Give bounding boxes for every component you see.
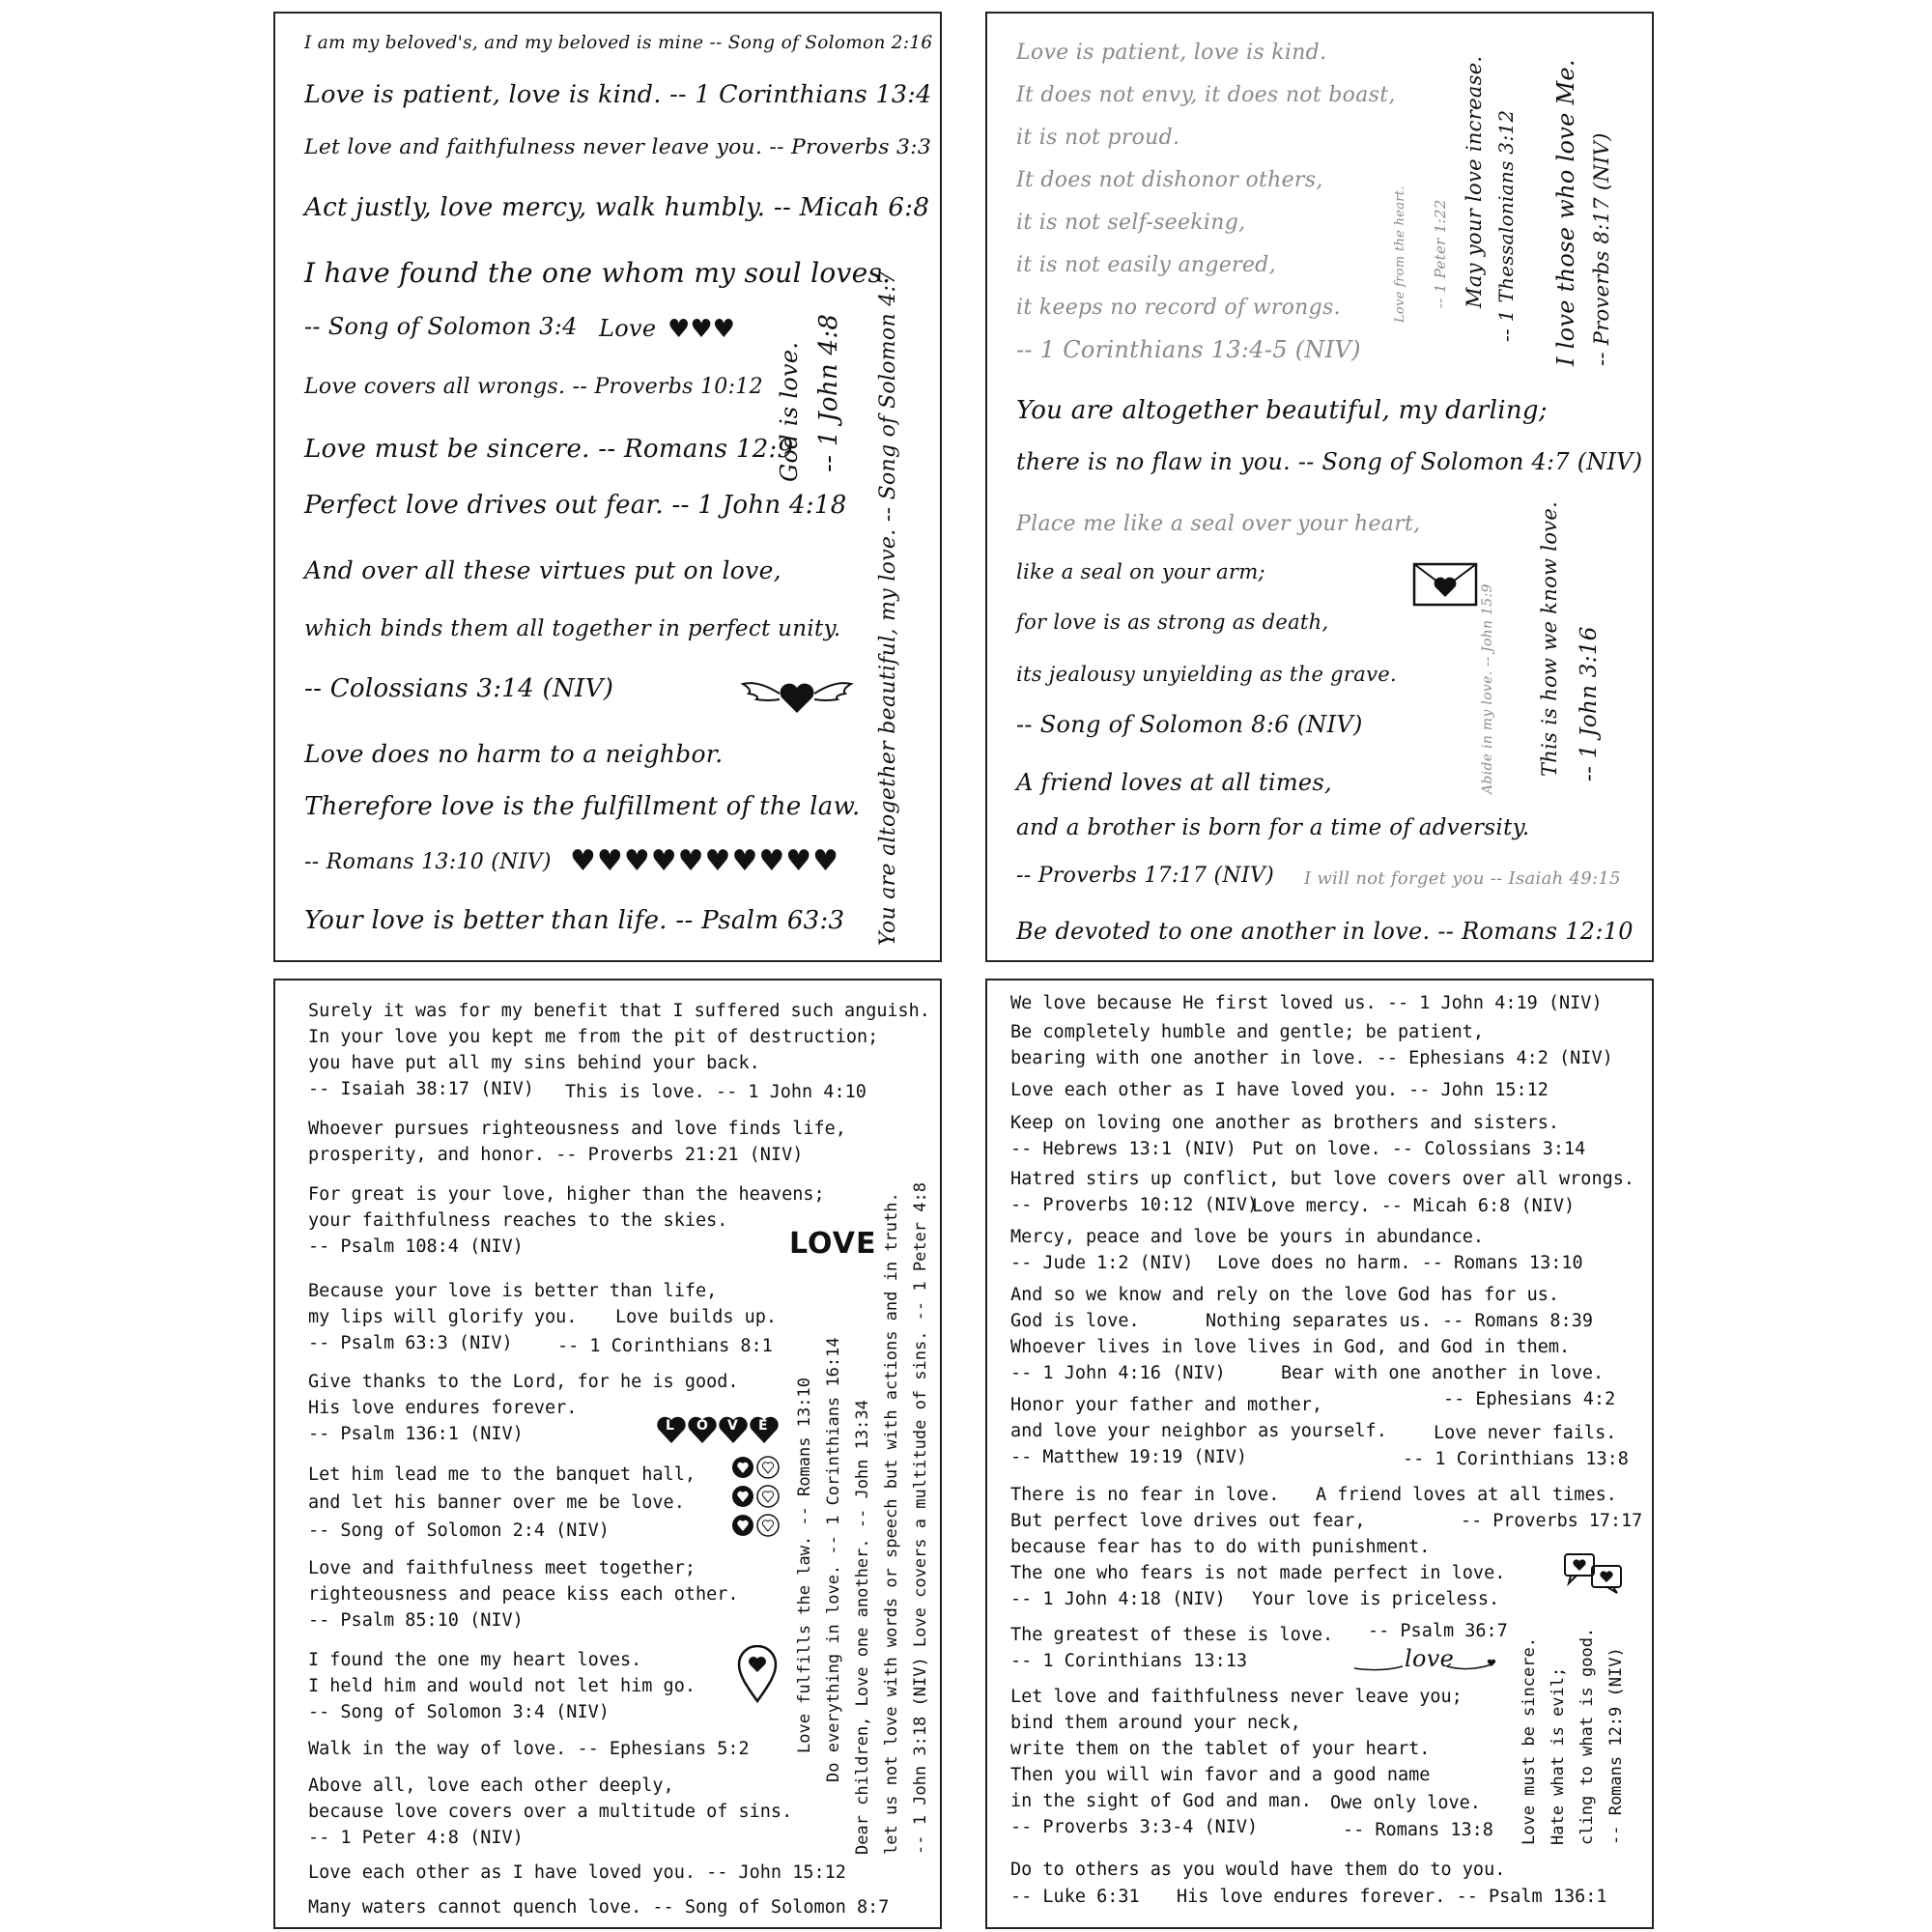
verse-line: And over all these virtues put on love, [304, 556, 781, 584]
verse-line: Many waters cannot quench love. -- Song of Solomon 8:7 [308, 1897, 890, 1918]
verse-line: -- Psalm 63:3 (NIV) [308, 1333, 513, 1353]
verse-line: I found the one my heart loves. [308, 1650, 642, 1670]
verse-line: I will not forget you -- Isaiah 49:15 [1304, 868, 1621, 889]
vertical-verse: -- Proverbs 8:17 (NIV) [1590, 132, 1613, 366]
sticker-sheet-2 [985, 12, 1654, 962]
heart-icon: ♥ [785, 844, 813, 878]
verse-line: -- 1 Corinthians 13:8 [1403, 1449, 1629, 1469]
verse-line: Therefore love is the fulfillment of the law. [304, 792, 861, 821]
heart-letter: O [696, 1418, 708, 1434]
verse-line: Your love is priceless. [1252, 1589, 1500, 1609]
verse-line: Love each other as I have loved you. -- John 15:12 [308, 1862, 846, 1883]
vertical-verse: Love fulfills the law. -- Romans 13:10 [795, 1378, 814, 1753]
vertical-verse: God is love. [776, 341, 803, 482]
verse-line: Because your love is better than life, [308, 1281, 718, 1301]
verse-line: -- Ephesians 4:2 [1443, 1389, 1616, 1409]
verse-line: it is not self-seeking, [1016, 211, 1246, 235]
verse-line: Do to others as you would have them do to you. [1010, 1860, 1506, 1880]
verse-line: Love builds up. [615, 1307, 778, 1327]
flourish-icon [1352, 1657, 1497, 1676]
verse-line: Love each other as I have loved you. -- John 15:12 [1010, 1080, 1548, 1100]
verse-line: -- Romans 13:8 [1343, 1820, 1493, 1840]
verse-line: -- Song of Solomon 3:4 (NIV) [308, 1702, 610, 1722]
verse-line: I have found the one whom my soul loves. [304, 257, 892, 289]
verse-line: it is not proud. [1016, 126, 1180, 150]
heart-letter: L [666, 1418, 674, 1434]
heart-icon: ♥ [704, 844, 732, 878]
vertical-verse: -- Romans 12:9 (NIV) [1606, 1647, 1626, 1845]
verse-line: -- Jude 1:2 (NIV) [1010, 1253, 1194, 1273]
verse-line: -- 1 Corinthians 13:13 [1010, 1651, 1248, 1671]
heart-icon: ♥ [731, 844, 759, 878]
verse-line: -- Song of Solomon 3:4 [304, 313, 578, 340]
verse-line: Whoever lives in love lives in God, and God in them. [1010, 1337, 1571, 1357]
vertical-verse: This is how we know love. [1538, 500, 1561, 777]
verse-line: you have put all my sins behind your back. [308, 1053, 760, 1073]
heart-row-large [570, 844, 839, 878]
verse-line: -- 1 Corinthians 8:1 [557, 1336, 773, 1356]
verse-line: We love because He first loved us. -- 1 John 4:19 (NIV) [1010, 993, 1603, 1013]
verse-line: Love covers all wrongs. -- Proverbs 10:12 [304, 375, 763, 399]
verse-line: -- Psalm 108:4 (NIV) [308, 1236, 524, 1257]
verse-line: for love is as strong as death, [1016, 611, 1329, 634]
vertical-verse: -- 1 John 4:8 [814, 313, 843, 472]
heart-icon: ♥ [712, 315, 735, 344]
verse-line: Love is patient, love is kind. -- 1 Corinthians 13:4 [304, 79, 932, 108]
sticker-sheet-3 [273, 979, 942, 1929]
verse-line: Your love is better than life. -- Psalm 63:3 [304, 906, 845, 935]
vertical-verse: -- 1 John 3:18 (NIV) Love covers a multitude of sins. -- 1 Peter 4:8 [911, 1182, 930, 1855]
verse-line: -- Psalm 85:10 (NIV) [308, 1610, 524, 1631]
sticker-sheet-4 [985, 979, 1654, 1929]
heart-circles-icon [729, 1454, 783, 1539]
heart-icon: ♥ [677, 844, 705, 878]
verse-line: bind them around your neck, [1010, 1713, 1301, 1733]
verse-line: like a seal on your arm; [1016, 560, 1265, 583]
vertical-verse: Love must be sincere. [1520, 1637, 1539, 1845]
verse-line: Whoever pursues righteousness and love finds life, [308, 1119, 846, 1139]
chat-heart-icon [1563, 1552, 1625, 1595]
verse-line: There is no fear in love. [1010, 1485, 1280, 1505]
verse-line: Perfect love drives out fear. -- 1 John 4:18 [304, 491, 847, 520]
verse-line: there is no flaw in you. -- Song of Solomon 4:7 (NIV) [1016, 448, 1643, 475]
verse-line: -- Psalm 136:1 (NIV) [308, 1424, 524, 1444]
heart-letter: E [758, 1418, 768, 1434]
verse-line: Love never fails. [1434, 1423, 1617, 1443]
verse-line: Love does no harm. -- Romans 13:10 [1217, 1253, 1583, 1273]
verse-line: Give thanks to the Lord, for he is good. [308, 1372, 739, 1392]
verse-line: Owe only love. [1330, 1793, 1481, 1813]
verse-line: You are altogether beautiful, my darling; [1016, 396, 1548, 425]
vertical-verse: cling to what is good. [1577, 1627, 1597, 1845]
verse-line: -- Song of Solomon 2:4 (NIV) [308, 1520, 610, 1541]
heart-icon: ♥ [623, 844, 651, 878]
verse-line: -- Proverbs 10:12 (NIV) [1010, 1195, 1259, 1215]
verse-line: A friend loves at all times, [1016, 769, 1332, 796]
verse-line: In your love you kept me from the pit of destruction; [308, 1027, 879, 1047]
love-badge: LOVE [789, 1227, 877, 1261]
verse-line: my lips will glorify you. [308, 1307, 578, 1327]
verse-line: Walk in the way of love. -- Ephesians 5:2 [308, 1739, 750, 1759]
verse-line: Then you will win favor and a good name [1010, 1765, 1431, 1785]
verse-line: -- Psalm 36:7 [1368, 1621, 1508, 1641]
verse-line: Let love and faithfulness never leave you; [1010, 1687, 1463, 1707]
heart-icon: ♥ [570, 844, 597, 878]
verse-line: And so we know and rely on the love God has for us. [1010, 1285, 1560, 1305]
verse-line: -- 1 Corinthians 13:4-5 (NIV) [1016, 336, 1361, 363]
verse-line: -- Hebrews 13:1 (NIV) [1010, 1139, 1236, 1159]
verse-line: The one who fears is not made perfect in love. [1010, 1563, 1506, 1583]
verse-line: -- 1 Peter 4:8 (NIV) [308, 1828, 524, 1848]
winged-heart-icon [739, 670, 855, 719]
verse-line: Surely it was for my benefit that I suffered such anguish. [308, 1001, 930, 1021]
verse-line: -- 1 John 4:16 (NIV) [1010, 1363, 1226, 1383]
verse-line: His love endures forever. [308, 1398, 578, 1418]
heart-row-small [668, 315, 735, 344]
verse-line: Hatred stirs up conflict, but love covers over all wrongs. [1010, 1169, 1635, 1189]
verse-line: Be devoted to one another in love. -- Romans 12:10 [1016, 918, 1634, 945]
vertical-verse: Abide in my love. -- John 15:9 [1480, 583, 1495, 794]
vertical-verse: Do everything in love. -- 1 Corinthians 16:14 [824, 1337, 843, 1782]
vertical-verse: -- 1 Thessalonians 3:12 [1494, 109, 1518, 342]
verse-line: God is love. [1010, 1311, 1140, 1331]
verse-line: Let him lead me to the banquet hall, [308, 1464, 696, 1485]
heart-letter: V [727, 1418, 738, 1434]
verse-line: -- Luke 6:31 [1010, 1887, 1140, 1907]
vertical-verse: May your love increase. [1463, 55, 1486, 308]
vertical-verse: let us not love with words or speech but with actions and in truth. [882, 1192, 901, 1855]
verse-line: it is not easily angered, [1016, 253, 1276, 277]
verse-line: -- Song of Solomon 8:6 (NIV) [1016, 711, 1363, 738]
verse-line: I am my beloved's, and my beloved is mine -- Song of Solomon 2:16 [304, 33, 933, 53]
verse-line: and let his banner over me be love. [308, 1492, 685, 1513]
verse-line: righteousness and peace kiss each other. [308, 1584, 739, 1605]
verse-line: it keeps no record of wrongs. [1016, 296, 1341, 320]
verse-line: bearing with one another in love. -- Ephesians 4:2 (NIV) [1010, 1048, 1613, 1068]
verse-line: Let love and faithfulness never leave you. -- Proverbs 3:3 [304, 135, 932, 159]
verse-line: because fear has to do with punishment. [1010, 1537, 1431, 1557]
vertical-verse: -- 1 Peter 1:22 [1432, 199, 1449, 308]
verse-line: It does not dishonor others, [1016, 168, 1323, 192]
verse-line: Place me like a seal over your heart, [1016, 512, 1421, 536]
verse-line: Mercy, peace and love be yours in abundance. [1010, 1227, 1485, 1247]
heart-icon: ♥ [812, 844, 840, 878]
verse-line: its jealousy unyielding as the grave. [1016, 663, 1397, 686]
verse-line: -- Proverbs 17:17 (NIV) [1016, 864, 1275, 888]
verse-line: The greatest of these is love. [1010, 1625, 1334, 1645]
verse-line: because love covers over a multitude of sins. [308, 1802, 793, 1822]
vertical-verse: -- 1 John 3:16 [1577, 626, 1602, 781]
vertical-verse: You are altogether beautiful, my love. -- Song of Solomon 4:7 [876, 270, 900, 946]
verse-line: For great is your love, higher than the heavens; [308, 1184, 825, 1205]
verse-line: A friend loves at all times. [1316, 1485, 1617, 1505]
verse-line: Love must be sincere. -- Romans 12:9 [304, 435, 794, 464]
verse-line: Be completely humble and gentle; be patient, [1010, 1022, 1485, 1042]
verse-line: His love endures forever. -- Psalm 136:1 [1177, 1887, 1607, 1907]
verse-line: Nothing separates us. -- Romans 8:39 [1206, 1311, 1593, 1331]
verse-line: prosperity, and honor. -- Proverbs 21:21 (NIV) [308, 1145, 804, 1165]
love-script-word: love [1405, 1645, 1455, 1672]
verse-line: which binds them all together in perfect unity. [304, 616, 841, 641]
verse-line: in the sight of God and man. [1010, 1791, 1312, 1811]
verse-line: But perfect love drives out fear, [1010, 1511, 1366, 1531]
verse-line: Above all, love each other deeply, [308, 1776, 674, 1796]
verse-line: It does not envy, it does not boast, [1016, 83, 1396, 107]
verse-line: Act justly, love mercy, walk humbly. -- Micah 6:8 [304, 193, 930, 222]
verse-line: and a brother is born for a time of adversity. [1016, 815, 1530, 840]
verse-line: -- 1 John 4:18 (NIV) [1010, 1589, 1226, 1609]
verse-line: I held him and would not let him go. [308, 1676, 696, 1696]
verse-line: Love is patient, love is kind. [1016, 41, 1327, 65]
heart-icon: ♥ [596, 844, 624, 878]
verse-line: Love does no harm to a neighbor. [304, 740, 724, 768]
verse-line: -- Proverbs 17:17 [1461, 1511, 1643, 1531]
heart-icon: ♥ [758, 844, 786, 878]
love-word: Love [599, 315, 657, 342]
verse-line: Bear with one another in love. [1281, 1363, 1605, 1383]
verse-line: Love mercy. -- Micah 6:8 (NIV) [1252, 1196, 1576, 1216]
verse-line: Love and faithfulness meet together; [308, 1558, 696, 1578]
vertical-verse: Dear children, Love one another. -- John 13:34 [853, 1400, 872, 1855]
vertical-verse: I love those who love Me. [1552, 59, 1579, 366]
verse-line: Keep on loving one another as brothers and sisters. [1010, 1113, 1560, 1133]
verse-line: -- Colossians 3:14 (NIV) [304, 674, 614, 703]
verse-line: Honor your father and mother, [1010, 1395, 1323, 1415]
vertical-verse: Love from the heart. [1393, 185, 1407, 323]
heart-icon: ♥ [668, 315, 691, 344]
vertical-verse: Hate what is evil; [1548, 1666, 1568, 1845]
verse-line: write them on the tablet of your heart. [1010, 1739, 1431, 1759]
verse-line: -- Isaiah 38:17 (NIV) [308, 1079, 534, 1099]
sticker-sheet-1 [273, 12, 942, 962]
verse-line: -- Proverbs 3:3-4 (NIV) [1010, 1817, 1259, 1837]
verse-line: -- Romans 13:10 (NIV) [304, 850, 552, 874]
heart-icon: ♥ [690, 315, 713, 344]
verse-line: and love your neighbor as yourself. [1010, 1421, 1387, 1441]
verse-line: -- Matthew 19:19 (NIV) [1010, 1447, 1248, 1467]
verse-line: Put on love. -- Colossians 3:14 [1252, 1139, 1586, 1159]
verse-line: This is love. -- 1 John 4:10 [565, 1082, 867, 1102]
heart-icon: ♥ [650, 844, 678, 878]
location-pin-heart-icon [737, 1645, 778, 1703]
envelope-heart-icon [1412, 562, 1478, 607]
verse-line: your faithfulness reaches to the skies. [308, 1210, 728, 1231]
